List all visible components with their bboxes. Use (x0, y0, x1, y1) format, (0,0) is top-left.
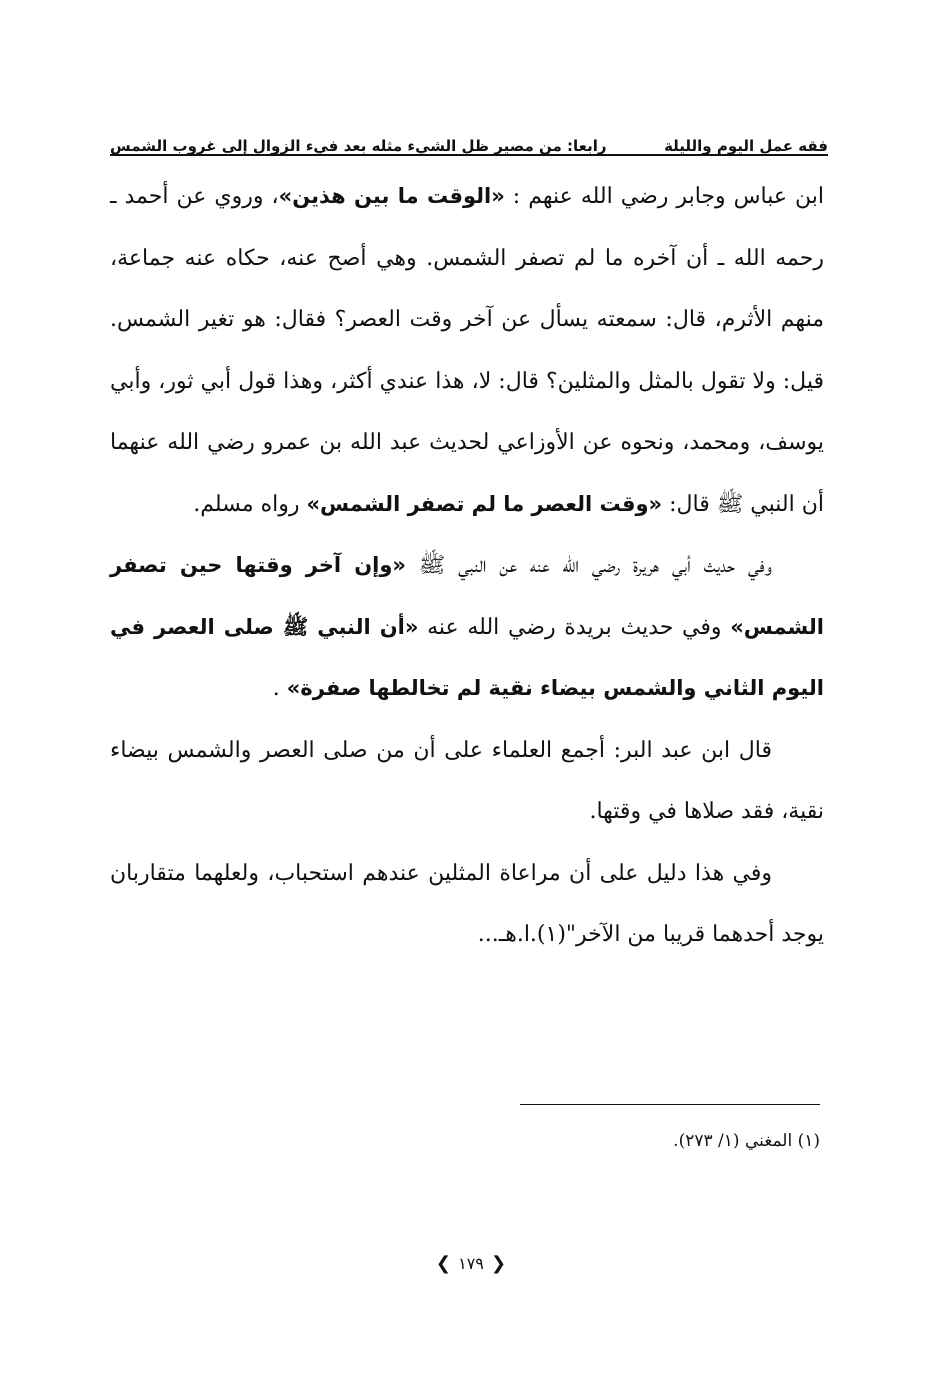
ornament-right-icon: ❯ (490, 1253, 507, 1274)
footnote-divider (520, 1104, 820, 1105)
paragraph-text: . (272, 676, 287, 701)
ornament-left-icon: ❮ (435, 1253, 452, 1274)
paragraph-text: رواه مسلم. (193, 491, 307, 517)
quoted-hadith-text: «الوقت ما بين هذين» (278, 184, 505, 208)
paragraph (110, 535, 824, 720)
page-number-block (421, 1252, 521, 1276)
chapter-title: رابعا: من مصير ظل الشيء مثله بعد فيء الزوال إلى غروب الشمس (110, 137, 607, 155)
running-header (110, 126, 828, 156)
paragraph-text: ، وروي عن أحمد ـ رحمه الله ـ أن آخره ما لم تصفر الشمس. وهي أصح عنه، حكاه عنه جماعة، منهم الأثرم، قال: سمعته يسأل عن آخر وقت العصر؟ فقال: هو تغير الشمس. قيل: ولا تقول بالمثل والمثلين؟ قال: لا، هذا عندي أكثر، وهذا قول أبي ثور، وأبي يوسف، ومحمد، ونحوه عن الأوزاعي لحديث عبد الله بن عمرو رضي الله عنهما أن النبي ﷺ قال: (110, 184, 824, 517)
paragraph (110, 166, 824, 535)
quoted-hadith-text: «وقت العصر ما لم تصفر الشمس» (306, 491, 663, 516)
header-divider (110, 154, 828, 156)
paragraph-text: وفي هذا دليل على أن مراعاة المثلين عندهم استحباب، ولعلهما متقاربان يوجد أحدهما قريبا من الآخر"(١).ا.هـ... (110, 860, 824, 947)
paragraph-text: ابن عباس وجابر رضي الله عنهم : (504, 184, 824, 209)
paragraph-text: وفي حديث أبي هريرة رضي الله عنه عن النبي ﷺ (405, 553, 773, 578)
paragraph-text: وفي حديث بريدة رضي الله عنه (418, 614, 731, 640)
paragraph (110, 843, 824, 966)
main-text (110, 166, 824, 966)
page-number: ١٧٩ (458, 1254, 484, 1273)
quoted-hadith-text: «وإن آخر وقتها حين تصفر الشمس» (110, 553, 825, 639)
book-title: فقه عمل اليوم والليلة (664, 137, 828, 155)
paragraph-text: قال ابن عبد البر: أجمع العلماء على أن من صلى العصر والشمس بيضاء نقية، فقد صلاها في وقتها. (110, 737, 824, 824)
quoted-hadith-text: «أن النبي ﷺ صلى العصر في اليوم الثاني والشمس بيضاء نقية لم تخالطها صفرة» (110, 614, 824, 700)
paragraph (110, 720, 824, 843)
footnote: (١) المغني (١/ ٢٧٣). (673, 1131, 820, 1151)
